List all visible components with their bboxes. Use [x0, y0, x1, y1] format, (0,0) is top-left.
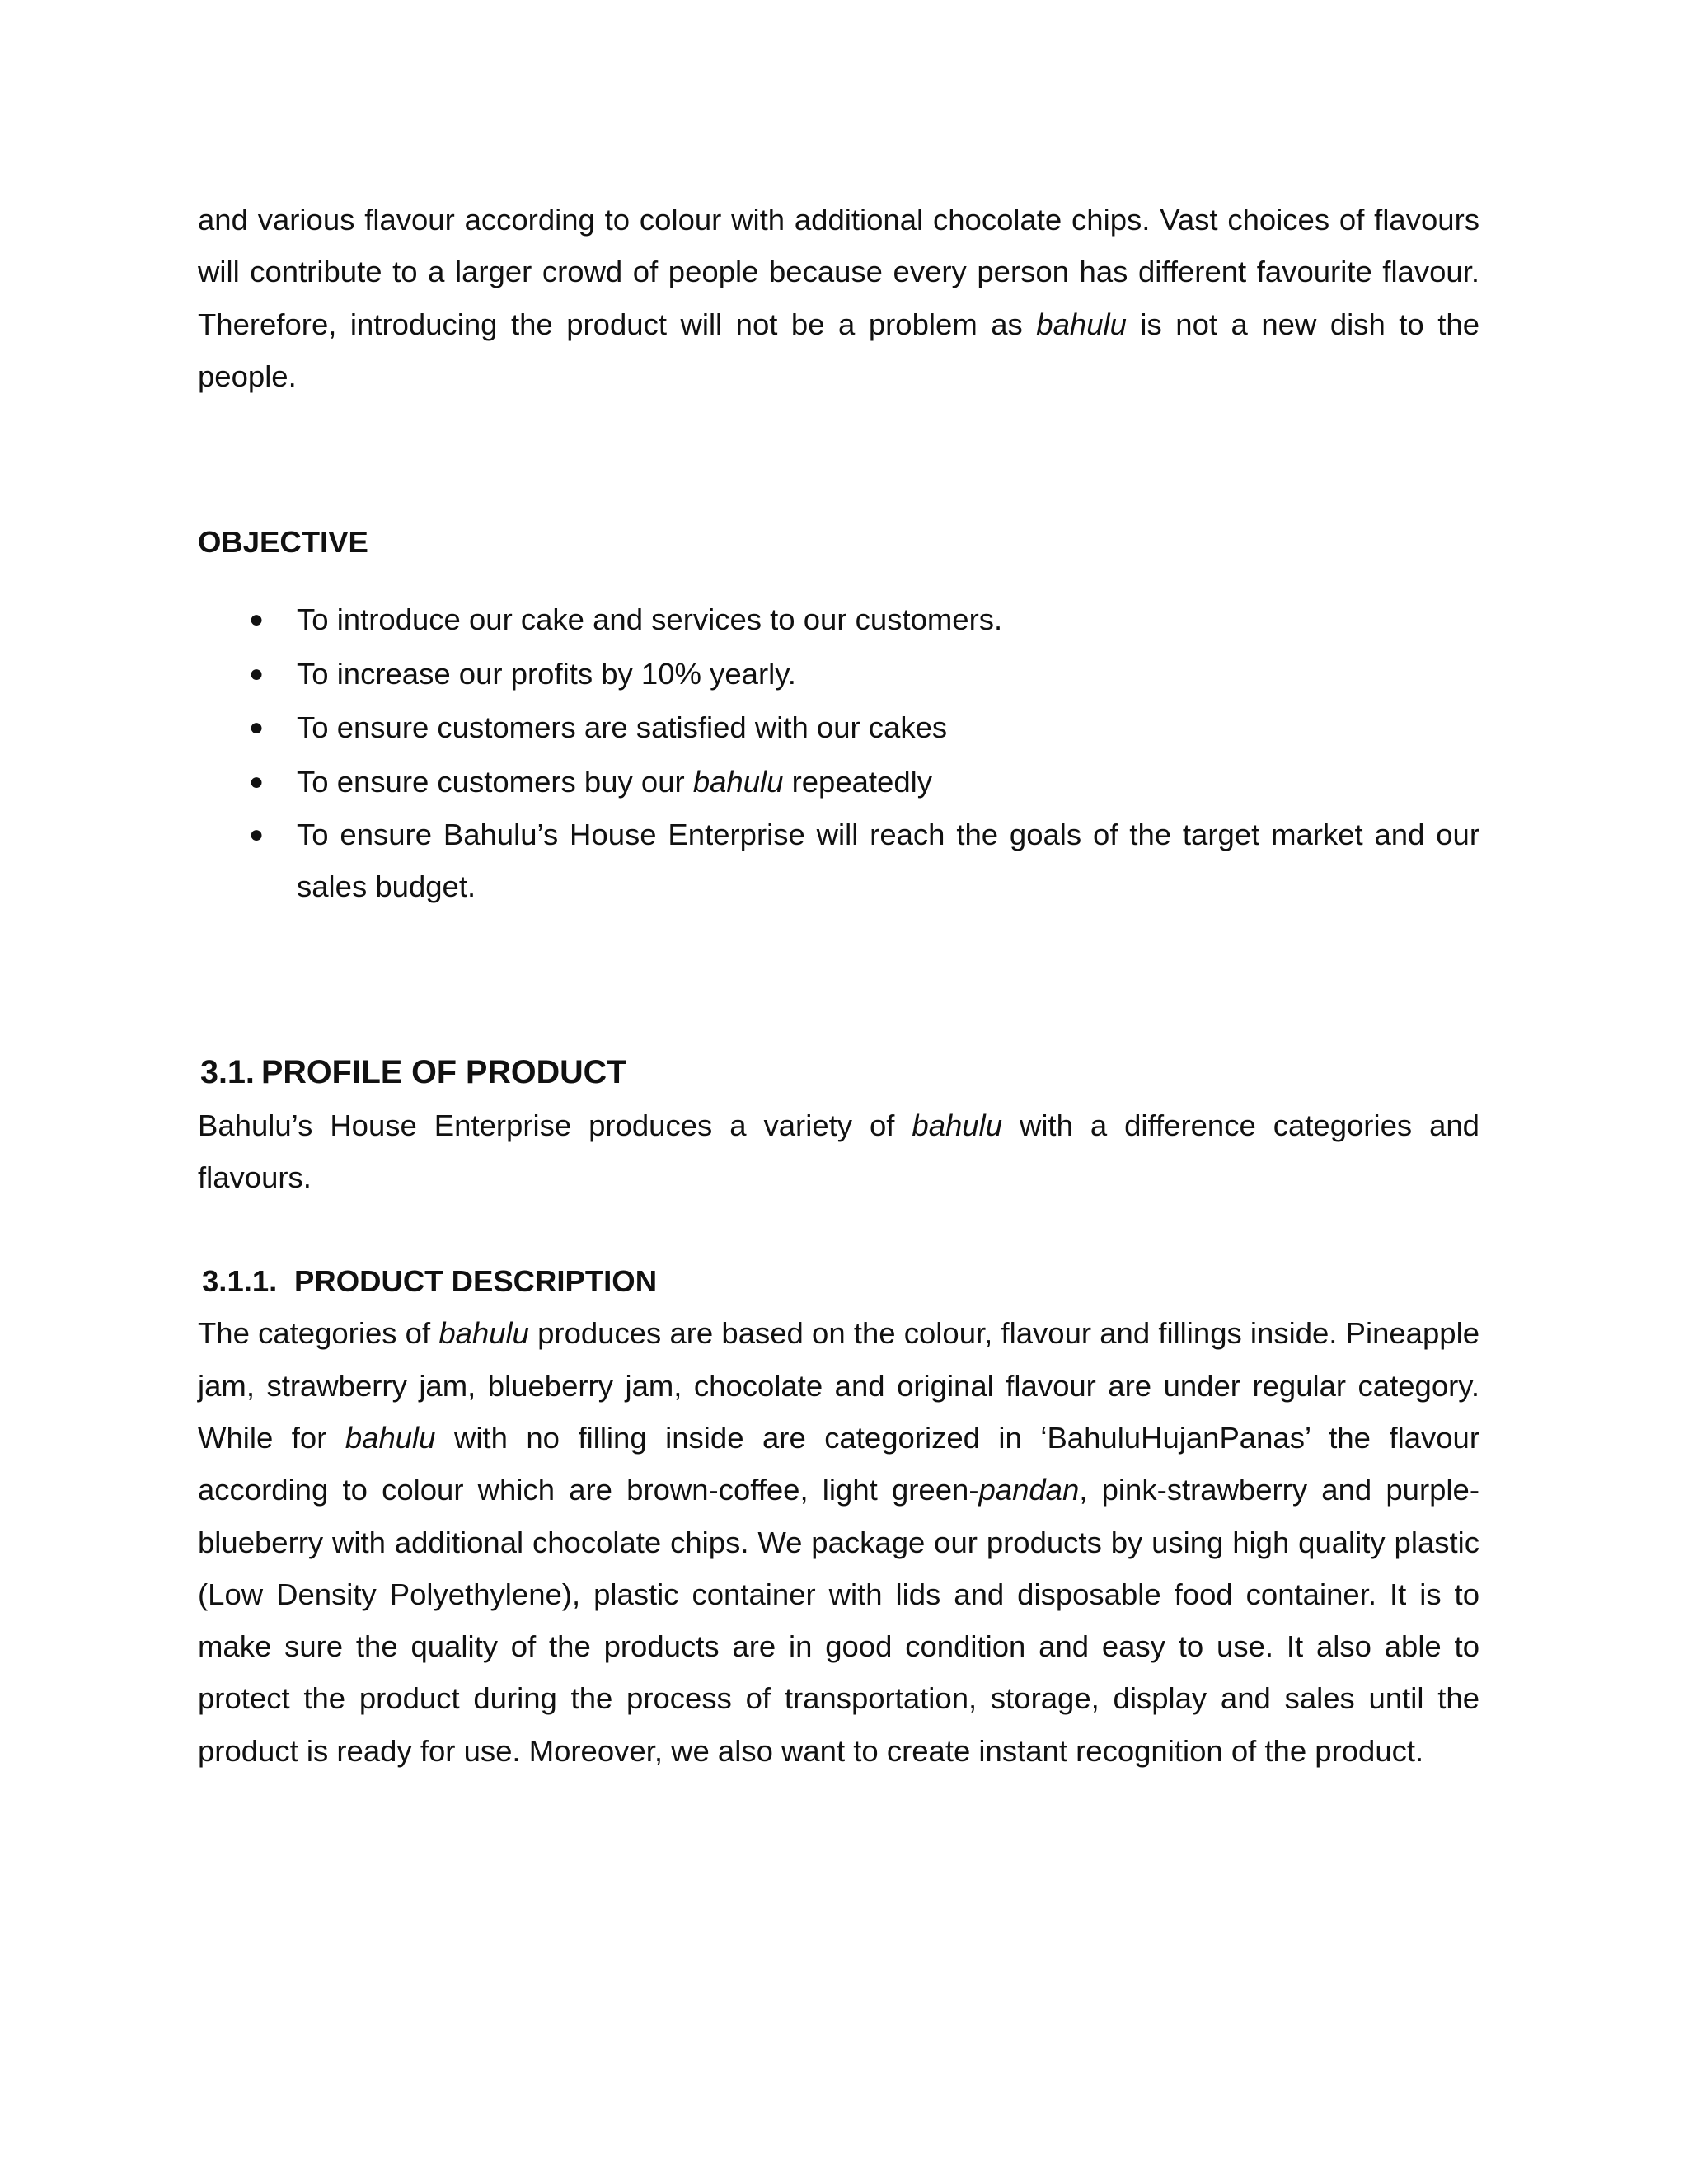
intro-italic-bahulu: bahulu: [1036, 307, 1127, 341]
bullet-icon: ●: [248, 821, 265, 849]
description-text-2: produces are based on the colour, flavour and fillings inside. Pineapple jam, strawberry jam, blueberry jam, chocolate and original flavour are under regular category. While for: [198, 1316, 1479, 1455]
bullet-icon: ●: [248, 659, 265, 687]
intro-paragraph: [198, 194, 1479, 402]
objective-item: [198, 755, 1479, 809]
description-text-3: with no filling inside are categorized in ‘BahuluHujanPanas’ the flavour according to colour which are brown-coffee, light green-: [198, 1420, 1479, 1507]
objective-item-text: To ensure customers buy our: [297, 764, 693, 799]
description-italic-bahulu-1: bahulu: [438, 1316, 529, 1351]
profile-text-1: Bahulu’s House Enterprise produces a variety of: [198, 1108, 912, 1142]
objective-item-text: To ensure customers are satisfied with our cakes: [297, 710, 948, 745]
intro-text-2: is not a new dish to the people.: [198, 307, 1479, 393]
objective-item-text: To ensure Bahulu’s House Enterprise will reach the goals of the target market and our sales budget.: [297, 818, 1479, 904]
intro-text-1: and various flavour according to colour with additional chocolate chips. Vast choices of flavours will contribute to a larger crowd of people because every person has different favourite flavour. Therefore, introducing the product will not be a problem as: [198, 203, 1479, 341]
objective-item-text: To increase our profits by 10% yearly.: [297, 656, 796, 691]
profile-paragraph: [198, 1099, 1479, 1204]
description-text-4: , pink-strawberry and purple-blueberry with additional chocolate chips. We package our products by using high quality plastic (Low Density Polyethylene), plastic container with lids and disposable food container. It is to make sure the quality of the products are in good condition and easy to use. It also able to protect the product during the process of transportation, storage, display and sales until the product is ready for use. Moreover, we also want to create instant recognition of the product.: [198, 1473, 1479, 1768]
bullet-icon: ●: [248, 606, 265, 634]
page-content: [198, 194, 1479, 1777]
subsection-number: 3.1.1.: [202, 1264, 278, 1299]
profile-italic-bahulu: bahulu: [912, 1108, 1002, 1142]
bullet-icon: ●: [248, 767, 265, 795]
objective-item: [198, 593, 1479, 647]
section-number: 3.1.: [200, 1053, 255, 1090]
profile-text-2: with a difference categories and flavours.: [198, 1108, 1479, 1195]
objective-heading: OBJECTIVE: [198, 525, 368, 560]
description-italic-pandan: pandan: [978, 1473, 1080, 1507]
section-title: PROFILE OF PRODUCT: [261, 1053, 627, 1090]
objective-item-text-after: repeatedly: [783, 764, 933, 799]
description-italic-bahulu-2: bahulu: [345, 1420, 436, 1455]
objective-item-text: To introduce our cake and services to our customers.: [297, 602, 1003, 637]
objective-list: [198, 593, 1479, 913]
objective-item: [198, 647, 1479, 701]
bullet-icon: ●: [248, 714, 265, 742]
description-paragraph: [198, 1307, 1479, 1777]
description-text-1: The categories of: [198, 1316, 439, 1351]
objective-item-italic: bahulu: [692, 764, 784, 799]
objective-item: [198, 701, 1479, 755]
subsection-heading-3-1-1: [198, 1256, 1479, 1307]
objective-item: [198, 808, 1479, 913]
section-heading-3-1: [198, 1045, 1479, 1099]
subsection-title: PRODUCT DESCRIPTION: [294, 1264, 658, 1299]
